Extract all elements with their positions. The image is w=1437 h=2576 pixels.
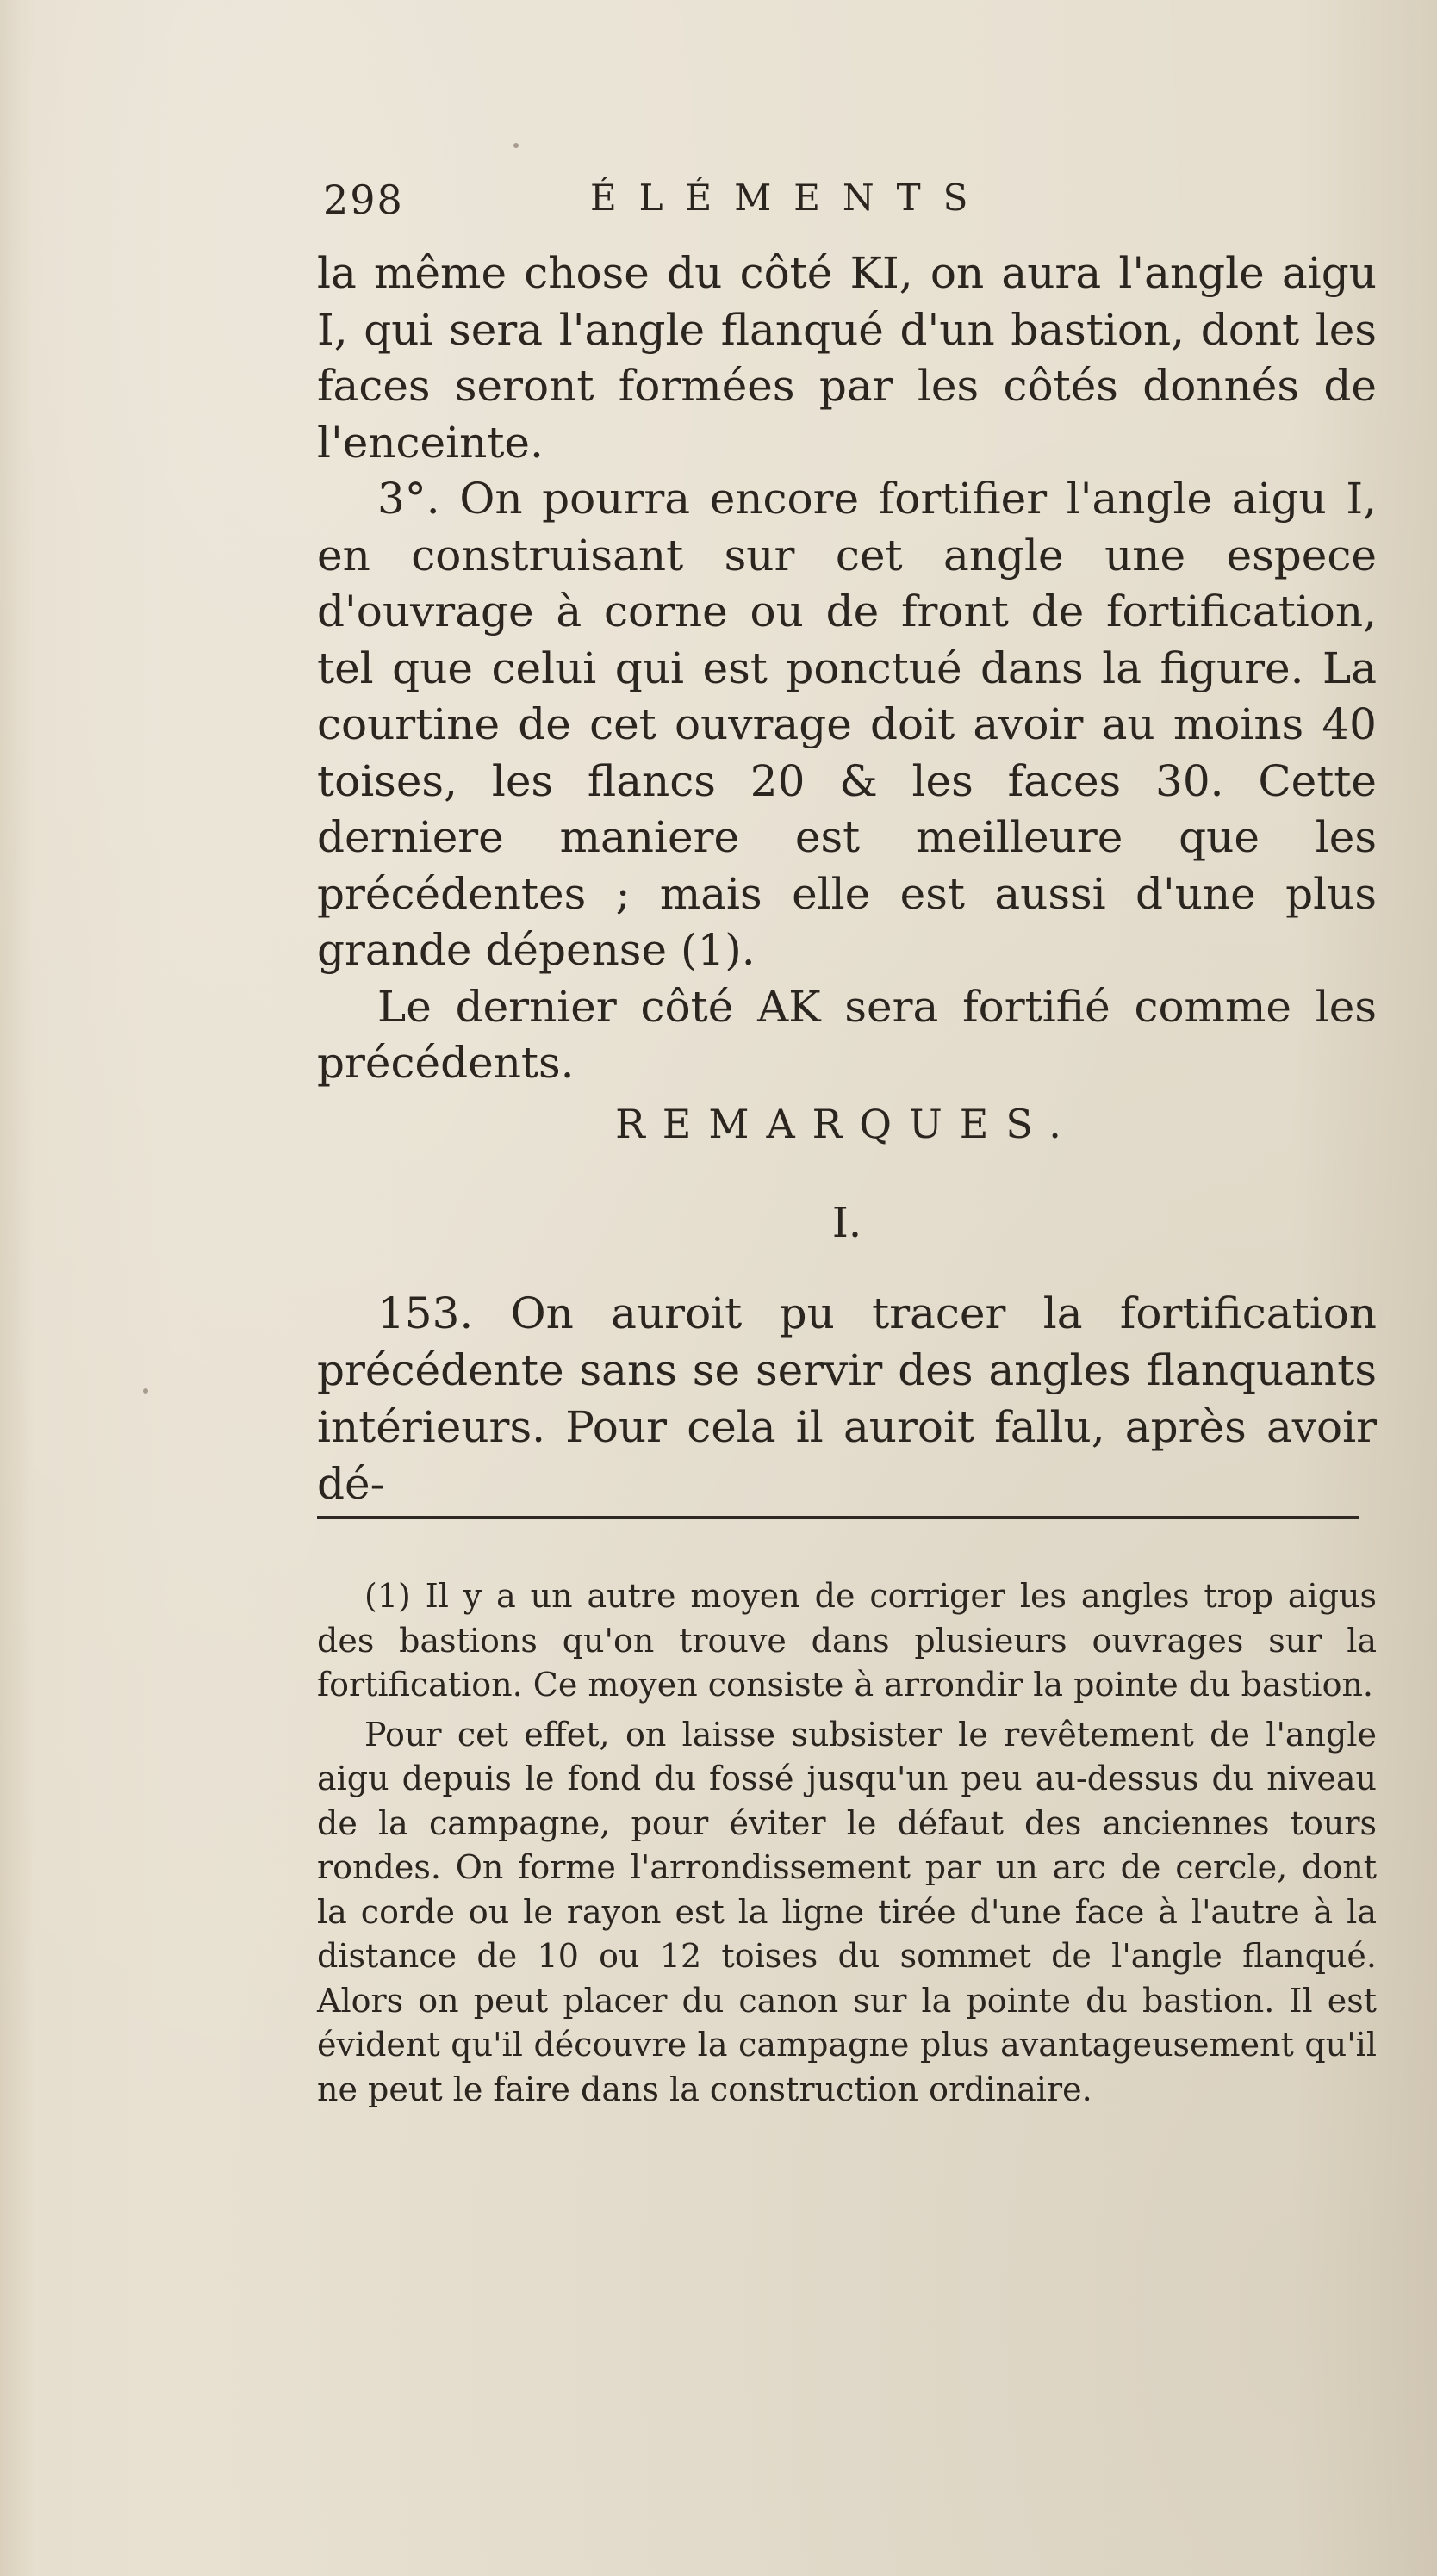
main-text — [317, 245, 1377, 1092]
footnote-1: (1) Il y a un autre moyen de corriger les angles trop aigus des bastions qu'on trouve dans plusieurs ouvrages sur la fortification. Ce moyen consiste à arrondir la pointe du bastion. — [317, 1577, 1377, 1704]
section-numeral: I. — [831, 1199, 862, 1247]
paragraph-third-method: 3°. On pourra encore fortifier l'angle aigu I, en construisant sur cet angle une espece d'ouvrage à corne ou de front de fortification, tel que celui qui est ponctué dans la figure. La courtine de cet ouvrage doit avoir au moins 40 toises, les flancs 20 & les faces 30. Cette derniere maniere est meilleure que les précédentes ; mais elle est aussi d'une plus grande dépense (1). — [317, 474, 1377, 975]
page-number: 298 — [323, 177, 404, 223]
footnote-1-continuation: Pour cet effet, on laisse subsister le revêtement de l'angle aigu depuis le fond du fossé jusqu'un peu au-dessus du niveau de la campagne, pour éviter le défaut des anciennes tours rondes. On forme l'arrondissement par un arc de cercle, dont la corde ou le rayon est la ligne tirée d'une face à l'autre à la distance de 10 ou 12 toises du sommet de l'angle flanqué. Alors on peut placer du canon sur la pointe du bastion. Il est évident qu'il découvre la campagne plus avantageusement qu'il ne peut le faire dans la construction ordinaire. — [317, 1715, 1377, 2108]
section-title-remarques: REMARQUES. — [615, 1101, 1079, 1147]
footnotes — [317, 1574, 1377, 2117]
paragraph-last-side: Le dernier côté AK sera fortifié comme les précédents. — [317, 981, 1377, 1088]
paragraph-continuation: la même chose du côté KI, on aura l'angle aigu I, qui sera l'angle flanqué d'un bastion, dont les faces seront formées par les côtés donnés de l'enceinte. — [317, 248, 1377, 468]
page-header — [323, 177, 1383, 237]
paragraph-153-text: 153. On auroit pu tracer la fortification précédente sans se servir des angles flanquants intérieurs. Pour cela il auroit fallu, après avoir dé- — [317, 1288, 1377, 1509]
footnote-divider — [317, 1516, 1359, 1519]
paper-speck — [143, 1388, 148, 1394]
paper-speck — [513, 143, 519, 148]
paragraph-153 — [317, 1285, 1377, 1512]
running-head: ÉLÉMENTS — [590, 177, 991, 219]
